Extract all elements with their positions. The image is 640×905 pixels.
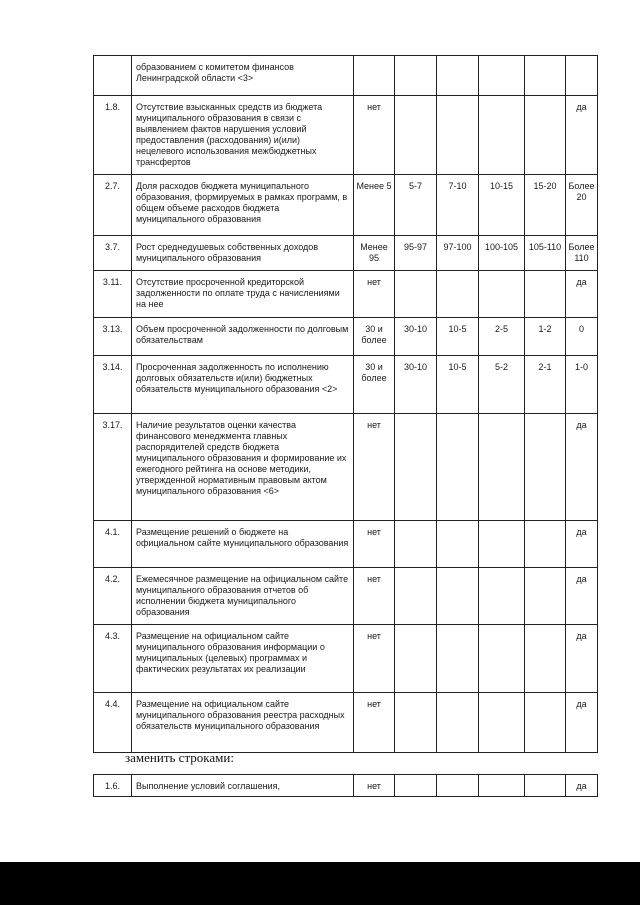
score-cell xyxy=(437,693,479,753)
score-cell xyxy=(395,96,437,175)
score-cell: нет xyxy=(354,568,395,625)
score-cell xyxy=(437,568,479,625)
score-cell xyxy=(395,56,437,96)
score-cell xyxy=(525,568,566,625)
score-cell xyxy=(395,271,437,318)
row-number: 4.1. xyxy=(94,521,132,568)
criterion-description: Выполнение условий соглашения, xyxy=(132,775,354,797)
score-cell xyxy=(479,271,525,318)
score-cell: 2-1 xyxy=(525,356,566,414)
score-cell: да xyxy=(566,775,598,797)
score-cell xyxy=(479,96,525,175)
table-row xyxy=(94,318,598,356)
table-row xyxy=(94,414,598,521)
score-cell xyxy=(437,521,479,568)
score-cell: 10-5 xyxy=(437,356,479,414)
score-cell: Более 110 xyxy=(566,236,598,271)
score-cell: да xyxy=(566,693,598,753)
score-cell xyxy=(395,693,437,753)
score-cell xyxy=(525,693,566,753)
table-row xyxy=(94,625,598,693)
criterion-description: Размещение на официальном сайте муниципального образования информации о муниципальных (целевых) программах и фактических результатах их реализации xyxy=(132,625,354,693)
table-row xyxy=(94,96,598,175)
score-cell xyxy=(566,56,598,96)
row-number: 3.13. xyxy=(94,318,132,356)
score-cell: 30 и более xyxy=(354,356,395,414)
score-cell: нет xyxy=(354,96,395,175)
row-number: 3.17. xyxy=(94,414,132,521)
table-row xyxy=(94,271,598,318)
row-number: 4.3. xyxy=(94,625,132,693)
table-row xyxy=(94,775,598,797)
criteria-table-body xyxy=(94,56,598,753)
score-cell xyxy=(437,775,479,797)
score-cell xyxy=(525,96,566,175)
score-cell: нет xyxy=(354,693,395,753)
score-cell xyxy=(479,414,525,521)
score-cell: 30-10 xyxy=(395,356,437,414)
score-cell: да xyxy=(566,271,598,318)
score-cell xyxy=(395,568,437,625)
score-cell xyxy=(479,56,525,96)
score-cell xyxy=(479,625,525,693)
row-number: 3.7. xyxy=(94,236,132,271)
score-cell: нет xyxy=(354,625,395,693)
score-cell: 10-15 xyxy=(479,175,525,236)
row-number: 3.11. xyxy=(94,271,132,318)
score-cell: да xyxy=(566,414,598,521)
score-cell: да xyxy=(566,568,598,625)
score-cell: 10-5 xyxy=(437,318,479,356)
score-cell xyxy=(395,521,437,568)
row-number: 4.4. xyxy=(94,693,132,753)
criterion-description: Отсутствие взысканных средств из бюджета муниципального образования в связи с выявлением фактов нарушения условий предоставления (расходования) и(или) нецелевого использования межбюджетных трансфертов xyxy=(132,96,354,175)
table-row xyxy=(94,56,598,96)
criterion-description: Отсутствие просроченной кредиторской задолженности по оплате труда с начислениями на нее xyxy=(132,271,354,318)
score-cell: да xyxy=(566,96,598,175)
row-number xyxy=(94,56,132,96)
criterion-description: Доля расходов бюджета муниципального образования, формируемых в рамках программ, в общем объеме расходов бюджета муниципального образования xyxy=(132,175,354,236)
score-cell: да xyxy=(566,625,598,693)
score-cell xyxy=(525,414,566,521)
criterion-description: образованием с комитетом финансов Ленинградской области <3> xyxy=(132,56,354,96)
score-cell: 95-97 xyxy=(395,236,437,271)
table-row xyxy=(94,568,598,625)
score-cell: 5-2 xyxy=(479,356,525,414)
replacement-table-body xyxy=(94,775,598,797)
criterion-description: Ежемесячное размещение на официальном сайте муниципального образования отчетов об исполнении бюджета муниципального образования xyxy=(132,568,354,625)
row-number: 4.2. xyxy=(94,568,132,625)
criterion-description: Рост среднедушевых собственных доходов муниципального образования xyxy=(132,236,354,271)
score-cell xyxy=(525,775,566,797)
score-cell: 2-5 xyxy=(479,318,525,356)
score-cell: 15-20 xyxy=(525,175,566,236)
score-cell xyxy=(479,568,525,625)
row-number: 3.14. xyxy=(94,356,132,414)
score-cell xyxy=(525,521,566,568)
score-cell xyxy=(395,625,437,693)
score-cell: 30-10 xyxy=(395,318,437,356)
criterion-description: Размещение решений о бюджете на официальном сайте муниципального образования xyxy=(132,521,354,568)
score-cell: Менее 5 xyxy=(354,175,395,236)
row-number: 2.7. xyxy=(94,175,132,236)
score-cell: 30 и более xyxy=(354,318,395,356)
score-cell xyxy=(437,56,479,96)
score-cell xyxy=(395,775,437,797)
table-row xyxy=(94,356,598,414)
replacement-table xyxy=(93,774,598,797)
criterion-description: Размещение на официальном сайте муниципального образования реестра расходных обязательств муниципального образования xyxy=(132,693,354,753)
score-cell: нет xyxy=(354,271,395,318)
score-cell xyxy=(479,521,525,568)
score-cell: 105-110 xyxy=(525,236,566,271)
score-cell: 0 xyxy=(566,318,598,356)
score-cell xyxy=(525,56,566,96)
row-number: 1.6. xyxy=(94,775,132,797)
score-cell xyxy=(395,414,437,521)
score-cell: Более 20 xyxy=(566,175,598,236)
score-cell: 100-105 xyxy=(479,236,525,271)
replace-caption: заменить строками: xyxy=(125,750,234,765)
score-cell xyxy=(354,56,395,96)
score-cell: нет xyxy=(354,414,395,521)
score-cell: нет xyxy=(354,775,395,797)
score-cell xyxy=(437,414,479,521)
score-cell xyxy=(479,693,525,753)
score-cell xyxy=(437,271,479,318)
criterion-description: Просроченная задолженность по исполнению долговых обязательств и(или) бюджетных обязательств муниципального образования <2> xyxy=(132,356,354,414)
table-row xyxy=(94,693,598,753)
score-cell: нет xyxy=(354,521,395,568)
score-cell: 1-0 xyxy=(566,356,598,414)
score-cell xyxy=(437,96,479,175)
score-cell xyxy=(525,271,566,318)
table-row xyxy=(94,175,598,236)
score-cell: 5-7 xyxy=(395,175,437,236)
criterion-description: Наличие результатов оценки качества финансового менеджмента главных распорядителей средств бюджета муниципального образования и формирование их ежегодного рейтинга на основе методики, утвержденной нормативным правовым актом муниципального образования <6> xyxy=(132,414,354,521)
criteria-table xyxy=(93,55,598,753)
row-number: 1.8. xyxy=(94,96,132,175)
score-cell: да xyxy=(566,521,598,568)
table-row xyxy=(94,236,598,271)
score-cell xyxy=(525,625,566,693)
score-cell: 97-100 xyxy=(437,236,479,271)
score-cell: 1-2 xyxy=(525,318,566,356)
scan-bottom-edge xyxy=(0,862,640,905)
criterion-description: Объем просроченной задолженности по долговым обязательствам xyxy=(132,318,354,356)
score-cell: 7-10 xyxy=(437,175,479,236)
score-cell: Менее 95 xyxy=(354,236,395,271)
table-row xyxy=(94,521,598,568)
score-cell xyxy=(479,775,525,797)
score-cell xyxy=(437,625,479,693)
